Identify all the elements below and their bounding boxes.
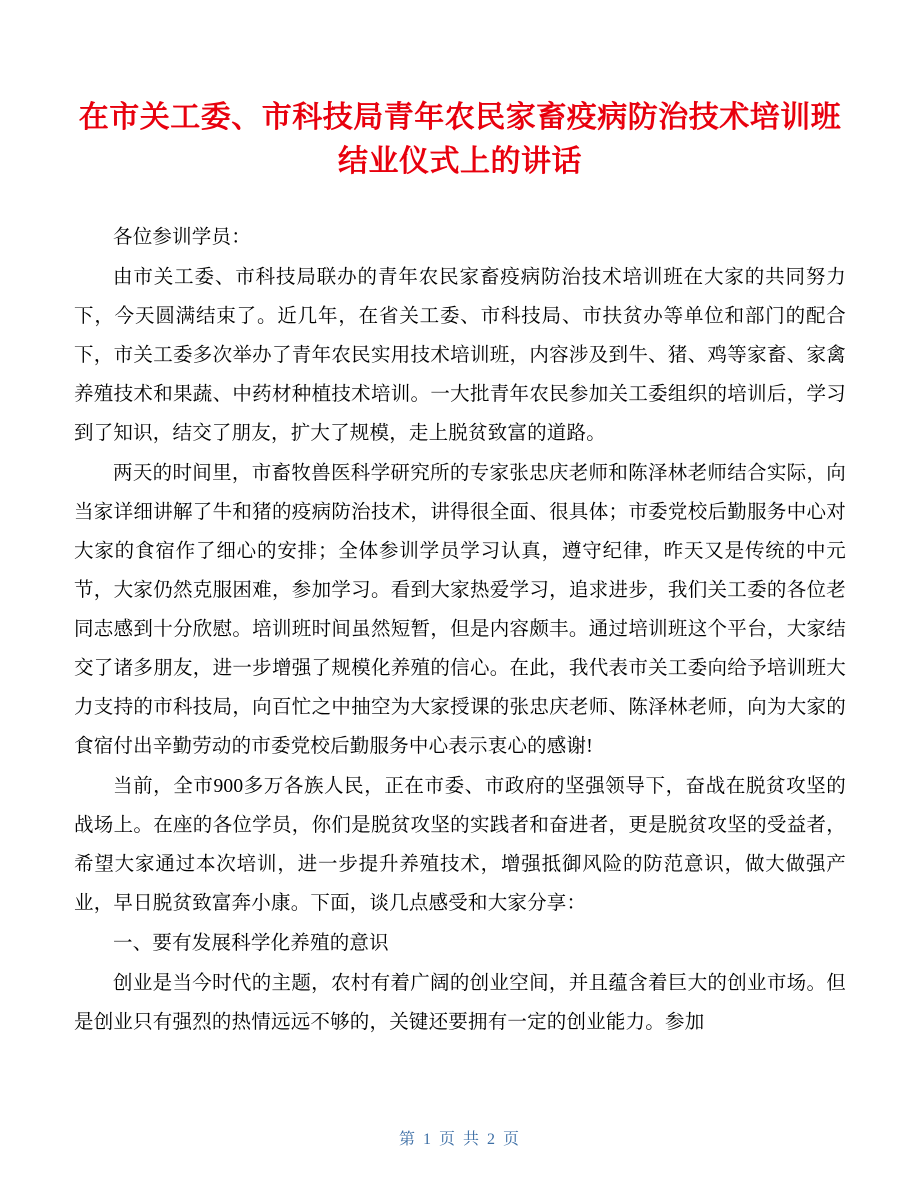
page-title: 在市关工委、市科技局青年农民家畜疫病防治技术培训班结业仪式上的讲话 [78,100,842,179]
footer-total-pages: 2 [487,1131,497,1148]
page-footer [0,1126,920,1149]
footer-suffix: 页 [503,1131,522,1148]
paragraph-heading-1: 一、要有发展科学化养殖的意识 [113,933,389,954]
paragraph-4: 创业是当今时代的主题，农村有着广阔的创业空间，并且蕴含着巨大的创业市场。但是创业只有强烈的热情远远不够的，关键还要拥有一定的创业能力。参加 [74,973,846,1033]
paragraph-2: 两天的时间里，市畜牧兽医科学研究所的专家张忠庆老师和陈泽林老师结合实际，向当家详细讲解了牛和猪的疫病防治技术，讲得很全面、很具体；市委党校后勤服务中心对大家的食宿作了细心的安排；全体参训学员学习认真，遵守纪律，昨天又是传统的中元节，大家仍然克服困难，参加学习。看到大家热爱学习，追求进步，我们关工委的各位老同志感到十分欣慰。培训班时间虽然短暂，但是内容颇丰。通过培训班这个平台，大家结交了诸多朋友，进一步增强了规模化养殖的信心。在此，我代表市关工委向给予培训班大力支持的市科技局，向百忙之中抽空为大家授课的张忠庆老师、陈泽林老师，向为大家的食宿付出辛勤劳动的市委党校后勤服务中心表示衷心的感谢! [74,463,846,757]
footer-current-page: 1 [422,1131,433,1148]
footer-middle: 页 共 [438,1131,481,1148]
paragraph-3: 当前，全市900多万各族人民，正在市委、市政府的坚强领导下，奋战在脱贫攻坚的战场上。在座的各位学员，你们是脱贫攻坚的实践者和奋进者，更是脱贫攻坚的受益者，希望大家通过本次培训，进一步提升养殖技术，增强抵御风险的防范意识，做大做强产业，早日脱贫致富奔小康。下面，谈几点感受和大家分享： [74,776,846,914]
paragraph-salutation: 各位参训学员： [113,227,251,248]
paragraph-1: 由市关工委、市科技局联办的青年农民家畜疫病防治技术培训班在大家的共同努力下，今天圆满结束了。近几年，在省关工委、市科技局、市扶贫办等单位和部门的配合下，市关工委多次举办了青年农民实用技术培训班，内容涉及到牛、猪、鸡等家畜、家禽养殖技术和果蔬、中药材种植技术培训。一大批青年农民参加关工委组织的培训后，学习到了知识，结交了朋友，扩大了规模，走上脱贫致富的道路。 [74,267,846,444]
document-body [74,218,846,1042]
footer-prefix: 第 [398,1131,417,1148]
